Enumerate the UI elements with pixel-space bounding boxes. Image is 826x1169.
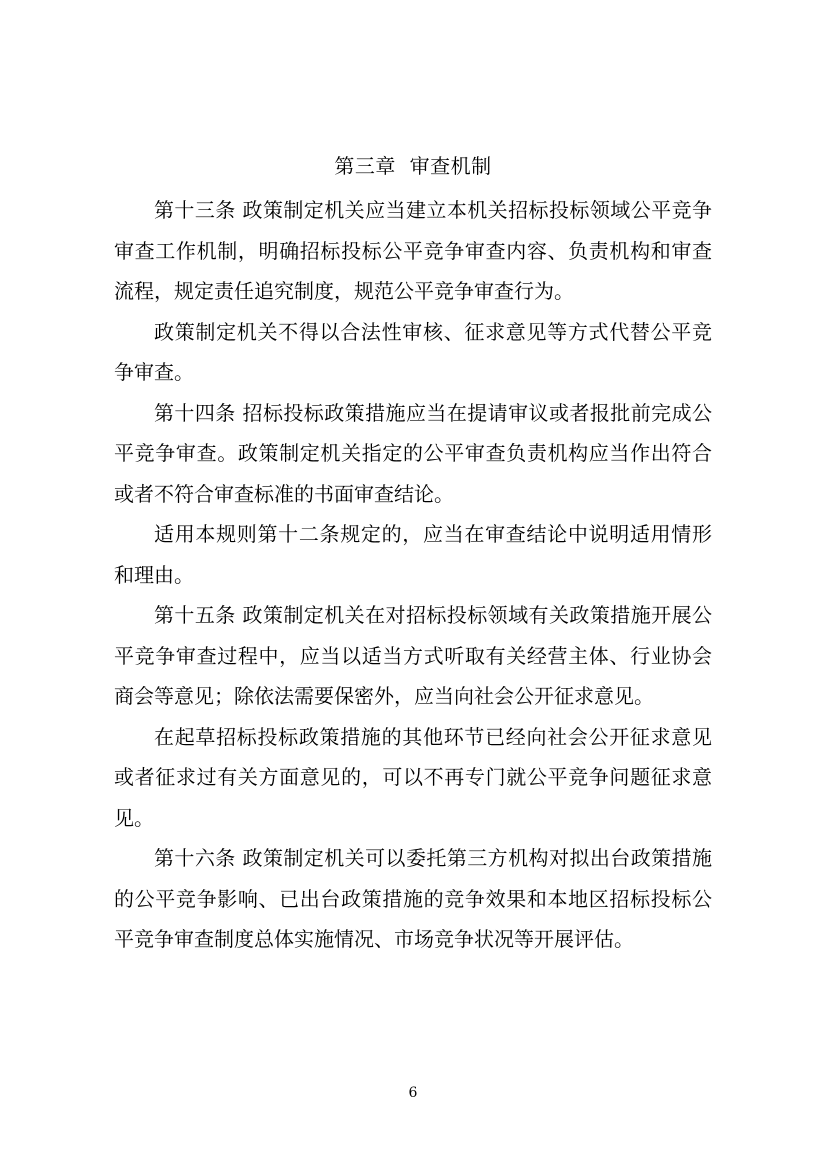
paragraph-article-14-note: 适用本规则第十二条规定的，应当在审查结论中说明适用情形和理由。 xyxy=(114,522,712,587)
body-text xyxy=(114,190,712,960)
page-number: 6 xyxy=(408,1085,418,1101)
paragraph-article-16: 第十六条 政策制定机关可以委托第三方机构对拟出台政策措施的公平竞争影响、已出台政策措施的竞争效果和本地区招标投标公平竞争审查制度总体实施情况、市场竞争状况等开展评估。 xyxy=(114,846,712,951)
chapter-title: 第三章 审查机制 xyxy=(334,154,492,178)
paragraph-article-15: 第十五条 政策制定机关在对招标投标领域有关政策措施开展公平竞争审查过程中，应当以适当方式听取有关经营主体、行业协会商会等意见；除依法需要保密外，应当向社会公开征求意见。 xyxy=(114,603,712,708)
paragraph-article-14: 第十四条 招标投标政策措施应当在提请审议或者报批前完成公平竞争审查。政策制定机关指定的公平审查负责机构应当作出符合或者不符合审查标准的书面审查结论。 xyxy=(114,400,712,506)
paragraph-article-13-note: 政策制定机关不得以合法性审核、征求意见等方式代替公平竞争审查。 xyxy=(114,319,712,384)
paragraph-article-15-note: 在起草招标投标政策措施的其他环节已经向社会公开征求意见或者征求过有关方面意见的，可以不再专门就公平竞争问题征求意见。 xyxy=(114,724,712,830)
paragraph-article-13: 第十三条 政策制定机关应当建立本机关招标投标领域公平竞争审查工作机制，明确招标投标公平竞争审查内容、负责机构和审查流程，规定责任追究制度，规范公平竞争审查行为。 xyxy=(114,198,712,303)
